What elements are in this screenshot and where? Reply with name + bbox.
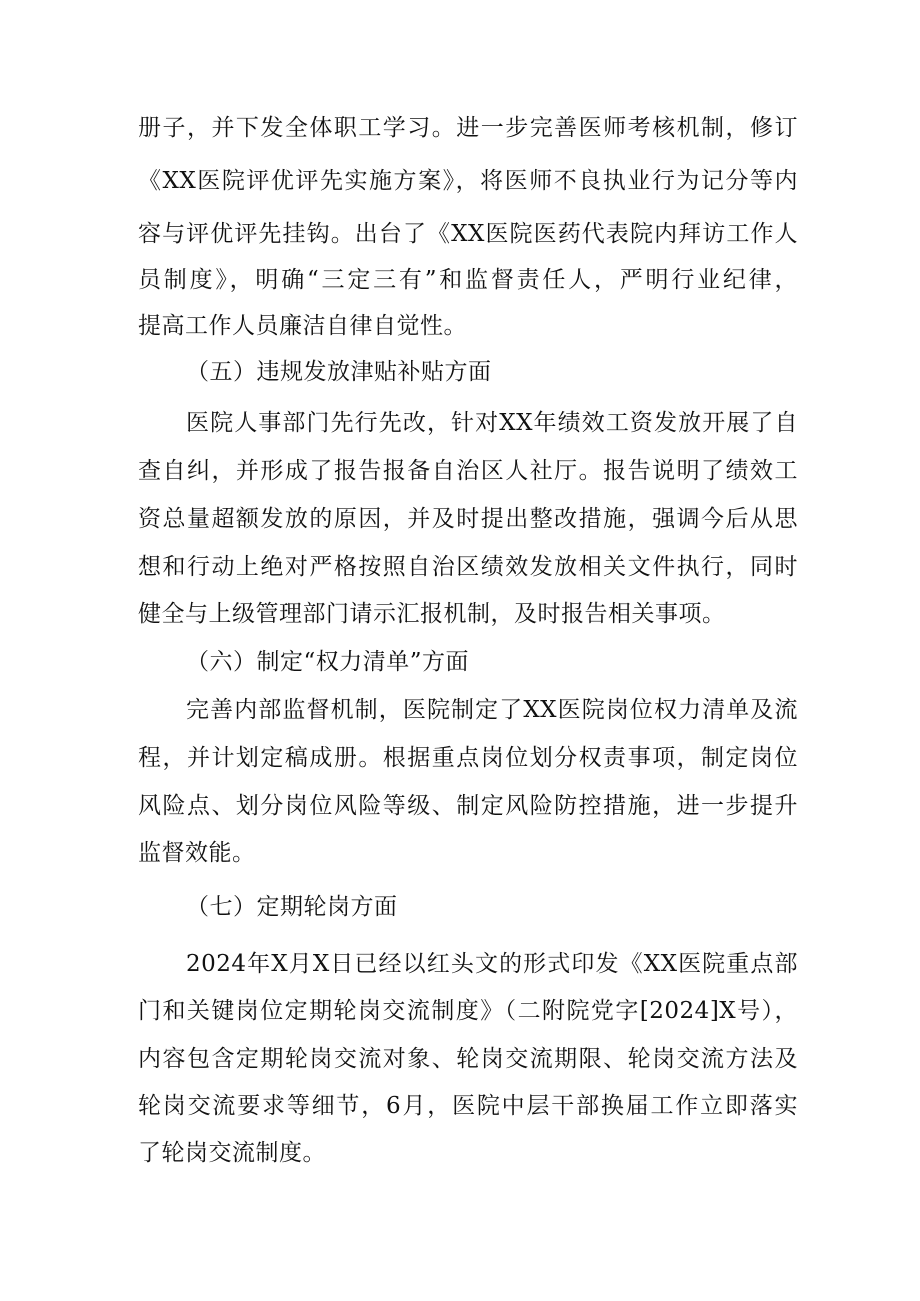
- body-text-line: 2024年X月X日已经以红头文的形式印发《XX医院重点部: [186, 951, 798, 977]
- body-text-line: 容与评优评先挂钩。出台了《XX医院医药代表院内拜访工作人: [138, 221, 798, 247]
- section-heading-6: （六）制定“权力清单”方面: [186, 649, 470, 675]
- body-text-line: 风险点、划分岗位风险等级、制定风险防控措施，进一步提升: [138, 793, 798, 819]
- body-text-line: 《XX医院评优评先实施方案》，将医师不良执业行为记分等内: [138, 168, 798, 194]
- body-text-line: 想和行动上绝对严格按照自治区绩效发放相关文件执行，同时: [138, 554, 798, 580]
- body-text-line: 轮岗交流要求等细节，6月，医院中层干部换届工作立即落实: [138, 1093, 798, 1119]
- section-heading-5: （五）违规发放津贴补贴方面: [186, 359, 492, 385]
- body-text-line: 资总量超额发放的原因，并及时提出整改措施，强调今后从思: [138, 506, 798, 532]
- body-text-line: 程，并计划定稿成册。根据重点岗位划分权责事项，制定岗位: [138, 745, 798, 771]
- section-heading-7: （七）定期轮岗方面: [186, 894, 398, 920]
- body-text-line: 医院人事部门先行先改，针对XX年绩效工资发放开展了自: [186, 410, 798, 436]
- body-text-line: 查自纠，并形成了报告报备自治区人社厅。报告说明了绩效工: [138, 458, 798, 484]
- body-text-line: 健全与上级管理部门请示汇报机制，及时报告相关事项。: [138, 601, 726, 627]
- body-text-line: 门和关键岗位定期轮岗交流制度》（二附院党字[2024]X号），: [138, 998, 798, 1024]
- body-text-line: 提高工作人员廉洁自律自觉性。: [138, 313, 467, 339]
- body-text-line: 完善内部监督机制，医院制定了XX医院岗位权力清单及流: [186, 697, 798, 723]
- body-text-line: 内容包含定期轮岗交流对象、轮岗交流期限、轮岗交流方法及: [138, 1046, 798, 1072]
- body-text-line: 员制度》，明确“三定三有”和监督责任人，严明行业纪律，: [138, 267, 798, 293]
- body-text-line: 册子，并下发全体职工学习。进一步完善医师考核机制，修订: [138, 115, 798, 141]
- body-text-line: 监督效能。: [138, 840, 256, 866]
- body-text-line: 了轮岗交流制度。: [138, 1140, 326, 1166]
